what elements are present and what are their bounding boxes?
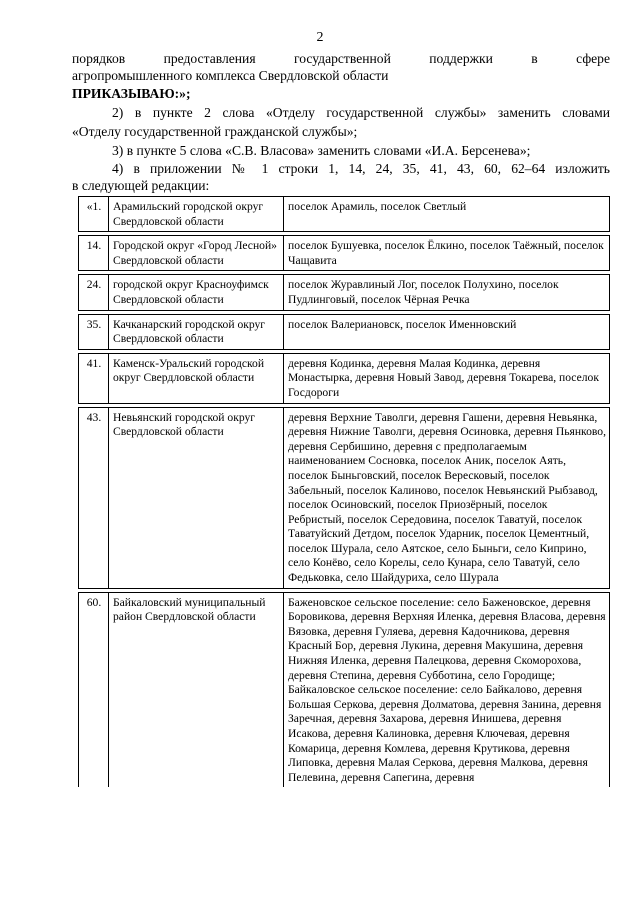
- settlements-part-2: Байкаловское сельское поселение: село Байкалово, деревня Большая Серкова, деревня Долматова, деревня Занина, деревня Заречная, деревня Захарова, деревня Инишева, деревня Исакова, деревня Калиновка, деревня Ключевая, деревня Комарица, деревня Комлева, деревня Крутикова, деревня Липовка, деревня Малая Серкова, деревня Малкова, деревня Пелевина, деревня Сапегина, деревня: [288, 683, 602, 784]
- intro-line-1: порядков предоставления государственной поддержки в сфере: [72, 51, 610, 66]
- row-number: 14.: [79, 236, 109, 271]
- table-row: [79, 197, 610, 232]
- settlements-cell: поселок Бушуевка, поселок Ёлкино, поселок Таёжный, поселок Чащавита: [284, 236, 610, 271]
- municipality-cell: Качканарский городской округ Свердловской области: [109, 314, 284, 349]
- row-number: 43.: [79, 407, 109, 588]
- page-number: 2: [316, 30, 324, 45]
- settlements-part-1: Баженовское сельское поселение: село Баженовское, деревня Боровикова, деревня Верхняя Иленка, деревня Власова, деревня Вязовка, деревня Гуляева, деревня Кадочникова, деревня Красный Бор, деревня Лукина, деревня Макушина, деревня Нижняя Иленка, деревня Палецкова, деревня Скоморохова, деревня Степина, деревня Субботина, село Городище;: [288, 595, 606, 682]
- table-row: [79, 314, 610, 349]
- municipality-cell: Невьянский городской округ Свердловской области: [109, 407, 284, 588]
- item-2-line-1: 2) в пункте 2 слова «Отделу государственной службы» заменить словами: [112, 105, 610, 120]
- table-row: [79, 592, 610, 787]
- row-number: 60.: [79, 592, 109, 787]
- order-heading: ПРИКАЗЫВАЮ:»;: [72, 86, 191, 101]
- item-3: 3) в пункте 5 слова «С.В. Власова» заменить словами «И.А. Берсенева»;: [112, 143, 531, 158]
- item-2-line-2: «Отделу государственной гражданской службы»;: [72, 124, 358, 139]
- table-row: [79, 353, 610, 403]
- table-row: [79, 236, 610, 271]
- municipality-cell: городской округ Красноуфимск Свердловской области: [109, 275, 284, 310]
- municipality-cell: Городской округ «Город Лесной» Свердловской области: [109, 236, 284, 271]
- settlements-cell: деревня Верхние Таволги, деревня Гашени, деревня Невьянка, деревня Нижние Таволги, деревня Осиновка, деревня Пьянково, деревня Сербишино, деревня с предполагаемым наименованием Сосновка, поселок Аник, поселок Аять, поселок Быньговский, поселок Вересковый, поселок Забельный, поселок Калиново, поселок Невьянский Рыбзавод, поселок Осиновский, поселок Приозёрный, поселок Ребристый, поселок Середовина, поселок Таватуй, поселок Таватуйский Детдом, поселок Ударник, поселок Цементный, поселок Шурала, село Аятское, село Быньги, село Киприно, село Конёво, село Корелы, село Кунара, село Таватуй, село Федьковка, село Шайдуриха, село Шурала: [284, 407, 610, 588]
- settlements-cell: поселок Валериановск, поселок Именновский: [284, 314, 610, 349]
- row-number: 24.: [79, 275, 109, 310]
- amendment-table: [78, 196, 610, 787]
- row-number: 35.: [79, 314, 109, 349]
- item-4-line-1: 4) в приложении № 1 строки 1, 14, 24, 35, 41, 43, 60, 62–64 изложить: [112, 161, 610, 176]
- municipality-cell: Байкаловский муниципальный район Свердловской области: [109, 592, 284, 787]
- municipality-cell: Каменск-Уральский городской округ Свердловской области: [109, 353, 284, 403]
- municipality-cell: Арамильский городской округ Свердловской области: [109, 197, 284, 232]
- intro-line-2: агропромышленного комплекса Свердловской области: [72, 68, 389, 83]
- settlements-cell: [284, 592, 610, 787]
- row-number: «1.: [79, 197, 109, 232]
- item-4-line-2: в следующей редакции:: [72, 178, 210, 193]
- table-row: [79, 275, 610, 310]
- settlements-cell: поселок Журавлиный Лог, поселок Полухино, поселок Пудлинговый, поселок Чёрная Речка: [284, 275, 610, 310]
- table-row: [79, 407, 610, 588]
- settlements-cell: поселок Арамиль, поселок Светлый: [284, 197, 610, 232]
- settlements-cell: деревня Кодинка, деревня Малая Кодинка, деревня Монастырка, деревня Новый Завод, деревня Токарева, поселок Госдороги: [284, 353, 610, 403]
- row-number: 41.: [79, 353, 109, 403]
